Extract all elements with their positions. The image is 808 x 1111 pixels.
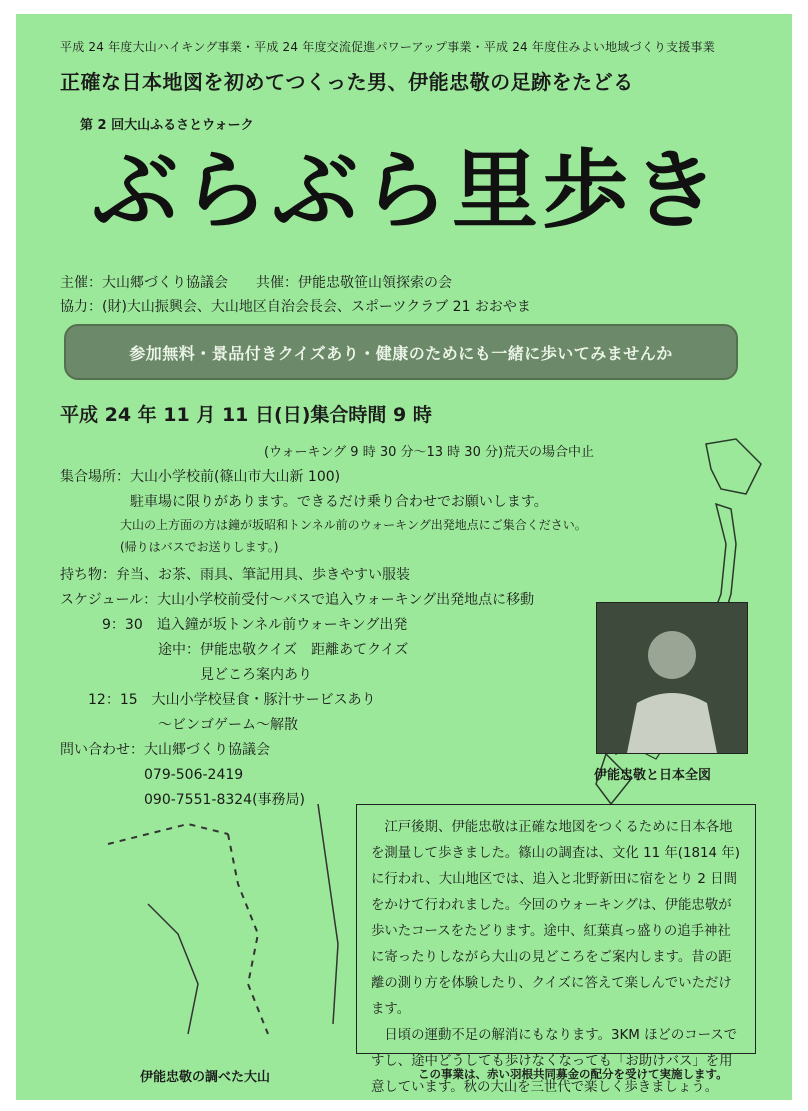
description-paragraph: 江戸後期、伊能忠敬は正確な地図をつくるために日本各地を測量して歩きました。篠山の調査は、文化 11 年(1814 年)に行われ、大山地区では、追入と北野新田に宿をとり 2 日間をかけて行われました。今回のウォーキングは、伊能忠敬が歩いたコースをたどります。途中、紅葉真っ盛りの追手神社に寄ったりしながら大山の見どころをご案内します。昔の距離の測り方を体験したり、クイズに答えて楽しんでいただけます。 [371, 820, 740, 1017]
portrait-icon [597, 603, 747, 753]
detail-line: 079-506-2419 [60, 767, 244, 783]
detail-line: 12：15 大山小学校昼食・豚汁サービスあり [60, 692, 376, 708]
photo-caption: 伊能忠敬と日本全図 [594, 768, 712, 783]
description-paragraph: 日頃の運動不足の解消にもなります。3KM ほどのコースですし、途中どうしても歩けなくなっても「お助けバス」を用意しています。秋の大山を三世代で楽しく歩きましょう。 [371, 1028, 738, 1095]
detail-line: 持ち物：弁当、お茶、雨具、筆記用具、歩きやすい服装 [60, 567, 410, 583]
cooperators-line: 協力：(財)大山振興会、大山地区自治会長会、スポーツクラブ 21 おおやま [60, 299, 531, 315]
funding-note: この事業は、赤い羽根共同募金の配分を受けて実施します。 [418, 1067, 728, 1081]
headline: 正確な日本地図を初めてつくった男、伊能忠敬の足跡をたどる [60, 70, 634, 94]
detail-line: 途中：伊能忠敬クイズ 距離あてクイズ [60, 642, 409, 658]
detail-line: 集合場所：大山小学校前(篠山市大山新 100) [60, 469, 341, 485]
free-participation-banner [64, 324, 738, 380]
event-subtitle: 第 2 回大山ふるさとウォーク [80, 118, 254, 133]
walking-time: (ウォーキング 9 時 30 分～13 時 30 分)荒天の場合中止 [264, 445, 595, 460]
detail-line: 9：30 追入鐘が坂トンネル前ウォーキング出発 [60, 617, 408, 633]
hand-drawn-route-map [88, 784, 368, 1059]
detail-line: スケジュール：大山小学校前受付～バスで追入ウォーキング出発地点に移動 [60, 592, 535, 608]
ino-tadataka-portrait [596, 602, 748, 754]
detail-line: 見どころ案内あり [60, 667, 312, 683]
banner-text: 参加無料・景品付きクイズあり・健康のためにも一緒に歩いてみませんか [129, 343, 673, 363]
organizers-line: 主催：大山郷づくり協議会 共催：伊能忠敬笹山領探索の会 [60, 275, 452, 291]
main-title: ぶらぶら里歩き [92, 141, 722, 241]
event-date: 平成 24 年 11 月 11 日(日)集合時間 9 時 [60, 404, 432, 426]
detail-line: 駐車場に限りがあります。できるだけ乗り合わせでお願いします。 [60, 494, 548, 510]
sponsor-line: 平成 24 年度大山ハイキング事業・平成 24 年度交流促進パワーアップ事業・平成 24 年度住みよい地域づくり支援事業 [60, 40, 715, 54]
detail-line: 090-7551-8324(事務局) [60, 792, 306, 808]
flyer-sheet [16, 14, 792, 1100]
detail-line: 問い合わせ：大山郷づくり協議会 [60, 742, 270, 758]
route-map-caption: 伊能忠敬の調べた大山 [140, 1070, 271, 1085]
detail-line: 大山の上方面の方は鐘が坂昭和トンネル前のウォーキング出発地点にご集合ください。 [60, 518, 587, 532]
detail-line: (帰りはバスでお送りします。) [60, 540, 279, 554]
detail-line: ～ビンゴゲーム～解散 [60, 717, 298, 733]
